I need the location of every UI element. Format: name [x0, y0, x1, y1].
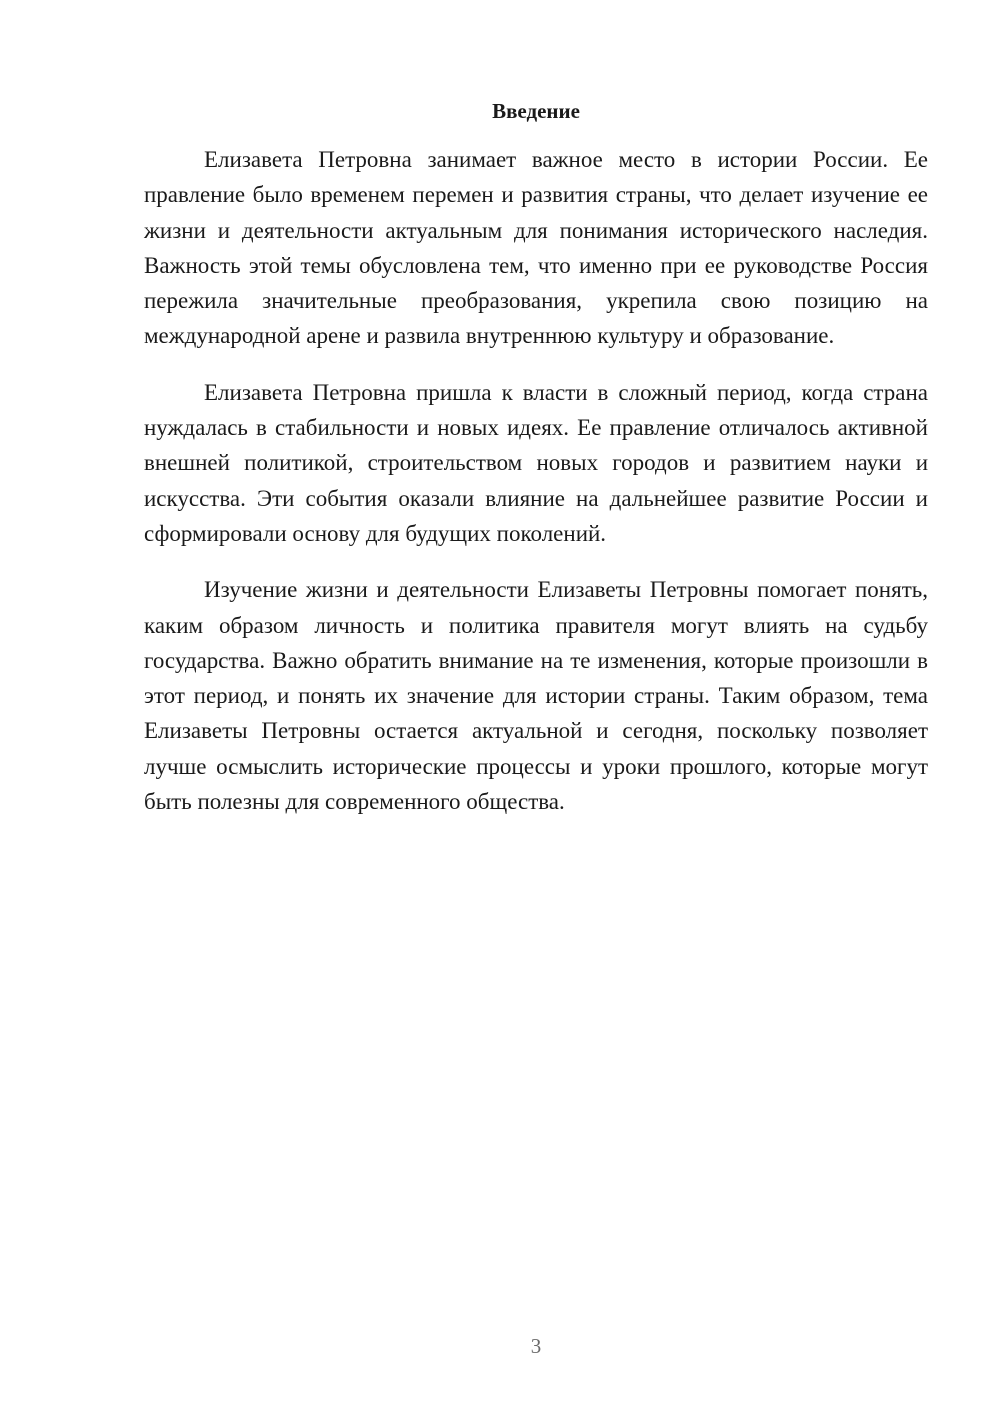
paragraph-2: Елизавета Петровна пришла к власти в сложный период, когда страна нуждалась в стабильности и новых идеях. Ее правление отличалось активной внешней политикой, строительством новых городов и развитием науки и искусства. Эти события оказали влияние на дальнейшее развитие России и сформировали основу для будущих поколений.	[144, 379, 928, 546]
paragraph-1: Елизавета Петровна занимает важное место в истории России. Ее правление было временем перемен и развития страны, что делает изучение ее жизни и деятельности актуальным для понимания исторического наследия. Важность этой темы обусловлена тем, что именно при ее руководстве Россия пережила значительные преобразования, укрепила свою позицию на международной арене и развила внутреннюю культуру и образование.	[144, 147, 928, 349]
page-number: 3	[530, 1334, 542, 1358]
section-heading: Введение	[492, 99, 580, 123]
paragraph-3: Изучение жизни и деятельности Елизаветы Петровны помогает понять, каким образом личность и политика правителя могут влиять на судьбу государства. Важно обратить внимание на те изменения, которые произошли в этот период, и понять их значение для истории страны. Таким образом, тема Елизаветы Петровны остается актуальной и сегодня, поскольку позволяет лучше осмыслить исторические процессы и уроки прошлого, которые могут быть полезны для современного общества.	[144, 577, 928, 815]
document-body	[144, 142, 928, 840]
